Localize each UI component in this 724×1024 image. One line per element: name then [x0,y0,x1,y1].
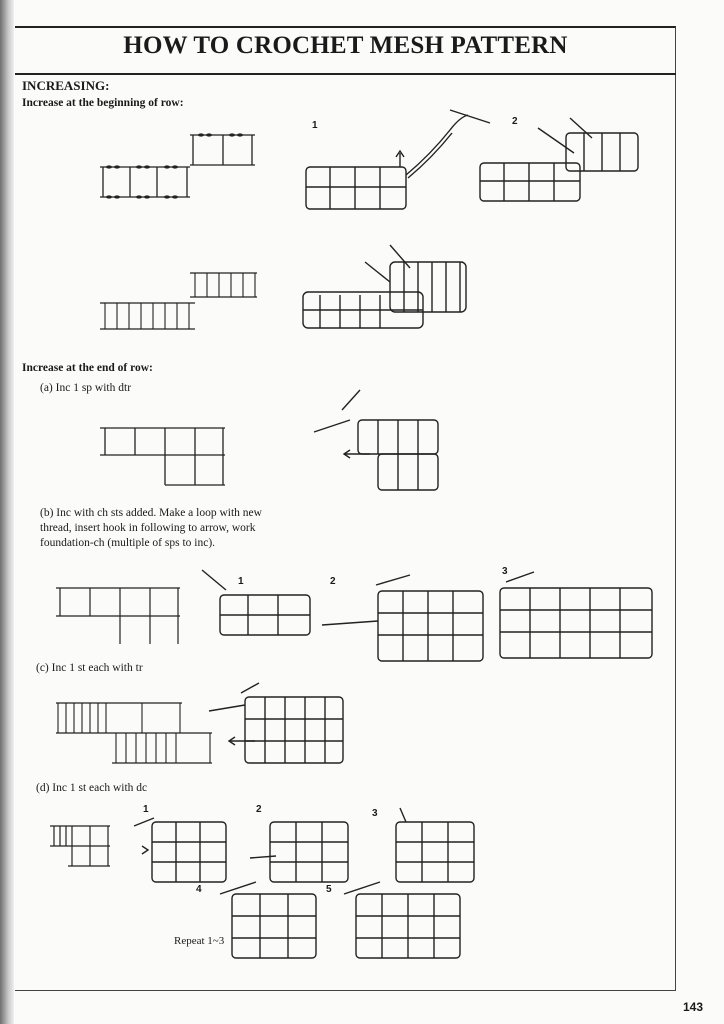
chart-inc-b [52,580,187,650]
illustration-inc-a [310,390,445,495]
illustration-inc-d-step-1 [130,808,232,888]
step-label-d-1: 1 [143,804,149,815]
repeat-note: Repeat 1~3 [174,935,225,947]
paragraph-line: (b) Inc with ch sts added. Make a loop with new [40,507,262,519]
paragraph-line: foundation-ch (multiple of sps to inc). [40,537,216,549]
subheading-increase-beginning: Increase at the beginning of row: [22,97,184,109]
step-label-1: 1 [312,120,318,131]
label-a: (a) Inc 1 sp with dtr [40,382,132,394]
chart-increase-beginning-bottom [95,265,260,335]
chart-inc-c [52,695,217,770]
step-label-d-3: 3 [372,808,378,819]
step-label-2: 2 [512,116,518,127]
illustration-inc-d-step-4 [210,878,320,963]
step-label-b-3: 3 [502,566,508,577]
page-number: 143 [683,1000,704,1014]
illustration-inc-b-step-3 [490,570,660,665]
step-label-d-5: 5 [326,884,332,895]
step-label-b-1: 1 [238,576,244,587]
label-d: (d) Inc 1 st each with dc [36,782,148,794]
step-label-b-2: 2 [330,576,336,587]
title-rule [15,73,676,75]
page-title: HOW TO CROCHET MESH PATTERN [123,32,568,59]
step-label-d-2: 2 [256,804,262,815]
chart-inc-d [48,818,113,873]
illustration-beginning-step-2 [474,118,654,213]
subheading-increase-end: Increase at the end of row: [22,362,153,374]
illustration-inc-b-step-1 [198,565,316,645]
paragraph-inc-b [40,506,340,551]
step-label-d-4: 4 [196,884,202,895]
section-heading-increasing: INCREASING: [22,78,110,93]
chart-increase-beginning-top [95,125,260,205]
illustration-inc-d-step-5 [340,878,465,963]
illustration-inc-c [205,683,350,768]
chart-inc-a [95,420,230,490]
illustration-beginning-step-3 [300,240,475,335]
illustration-inc-b-step-2 [318,573,488,668]
illustration-inc-d-step-3 [378,808,478,888]
book-spine-shadow [0,0,14,1024]
illustration-inc-d-step-2 [248,808,353,888]
label-c: (c) Inc 1 st each with tr [36,662,143,674]
paragraph-line: thread, insert hook in following to arrow, work [40,522,256,534]
illustration-beginning-step-1 [300,105,500,215]
